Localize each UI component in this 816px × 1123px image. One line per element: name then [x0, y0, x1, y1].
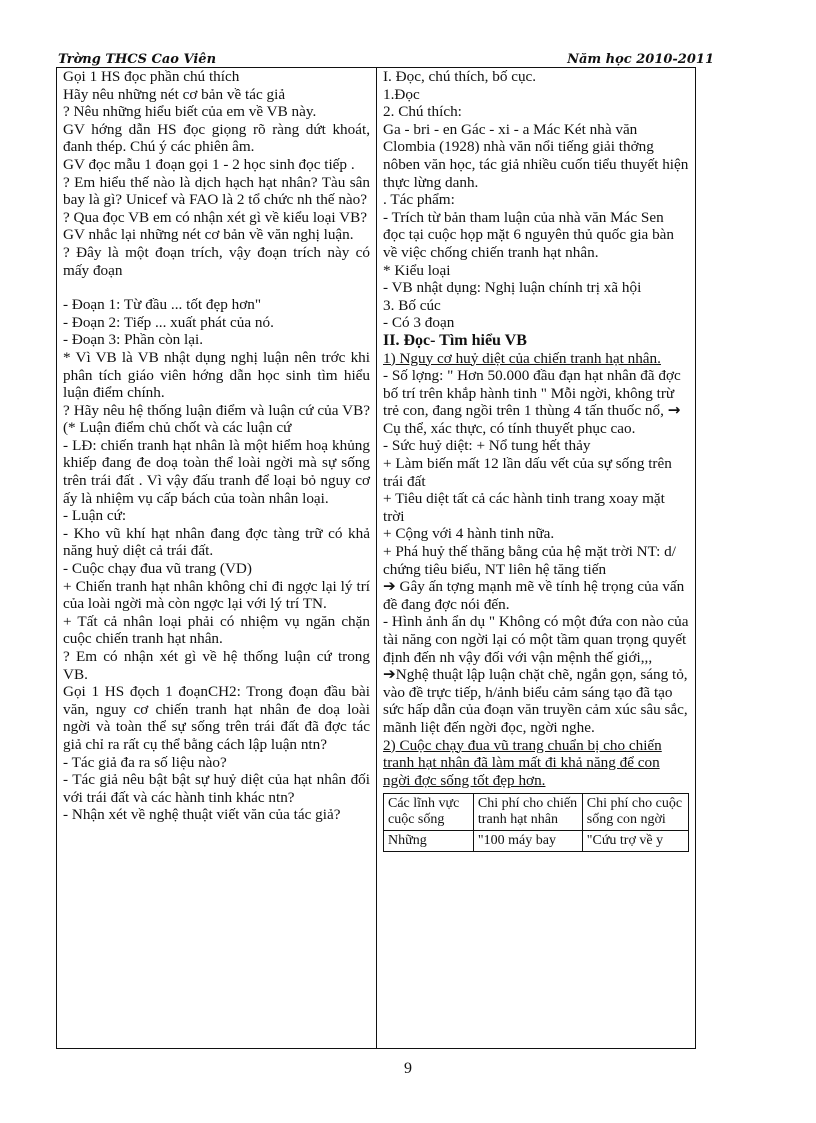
impression-text — [383, 578, 689, 613]
metaphor-text: - Hình ảnh ẩn dụ " Không có một đứa con nào của tài năng con ngời lại có một tầm quan trọng quyết định đến nh vậy đối với vận mệnh thế giới,,, — [383, 613, 689, 666]
left-line: + Chiến tranh hạt nhân không chỉ đi ngợc lại lý trí của loài ngời mà còn ngợc lại với lý trí TN. — [63, 577, 370, 613]
arrow-right-icon: → — [667, 401, 681, 420]
impression-text-body: Gây ấn tợng mạnh mẽ về tính hệ trọng của vấn đề đang đợc nói đến. — [383, 578, 685, 613]
left-line: GV đọc mẫu 1 đoạn gọi 1 - 2 học sinh đọc tiếp . — [63, 155, 355, 173]
page-number: 9 — [404, 1060, 412, 1077]
table-header-cell: Chi phí cho cuộc sống con ngời — [582, 794, 688, 831]
left-line: - Đoạn 3: Phần còn lại. — [63, 331, 204, 349]
work-label: . Tác phẩm: — [383, 191, 455, 209]
left-line: ? Nêu những hiểu biết của em về VB này. — [63, 103, 317, 121]
left-line: - Tác giả đa ra số liệu nào? — [63, 753, 227, 771]
power-item: + Phá huỷ thế thăng bằng của hệ mặt trời NT: d/ chứng tiêu biểu, NT liên hệ tăng tiến — [383, 543, 676, 578]
table-cell: Những — [384, 831, 474, 852]
bold-arrow-icon: ➔ — [383, 665, 396, 684]
school-header: Trờng THCS Cao Viên — [58, 52, 217, 67]
subsection-title: 2. Chú thích: — [383, 103, 462, 121]
quantity-text-tail: Cụ thể, xác thực, có tính thuyết phục cao. — [383, 419, 636, 437]
layout-label: 3. Bố cúc — [383, 296, 441, 314]
left-line: - Kho vũ khí hạt nhân đang đợc tàng trữ có khả năng huỷ diệt cả trái đất. — [63, 524, 370, 560]
section-title: I. Đọc, chú thích, bố cục. — [383, 68, 537, 85]
spacer — [63, 279, 370, 296]
left-line: - Nhận xét về nghệ thuật viết văn của tác giả? — [63, 806, 341, 824]
power-item: + Làm biến mất 12 lần dấu vết của sự sống trên trái đất — [383, 455, 672, 490]
quantity-text-body: - Số lợng: " Hơn 50.000 đầu đạn hạt nhân đã đợc bố trí trên khắp hành tinh " Mỗi ngời, không trừ trẻ con, đang ngồi trên 1 thùng 4 tấn thuốc nổ, — [383, 367, 681, 420]
table-header-cell: Các lĩnh vực cuộc sống — [384, 794, 474, 831]
subsection-1-title: 1) Nguy cơ huỷ diệt của chiến tranh hạt nhân. — [383, 349, 661, 367]
quantity-text — [383, 367, 689, 437]
section-title-2: II. Đọc- Tìm hiểu VB — [383, 331, 527, 349]
art-text — [383, 666, 689, 736]
power-item: - Sức huỷ diệt: + Nổ tung hết thảy — [383, 437, 591, 455]
left-line: ? Hãy nêu hệ thống luận điểm và luận cứ của VB? (* Luận điểm chủ chốt và các luận cứ — [63, 401, 370, 437]
teacher-activities-column — [57, 68, 377, 1048]
left-line: - Cuộc chạy đua vũ trang (VD) — [63, 560, 252, 578]
left-line: Hãy nêu những nét cơ bản về tác giả — [63, 85, 286, 103]
table-header-row — [384, 794, 689, 831]
power-item: + Tiêu diệt tất cả các hành tinh trang xoay mặt trời — [383, 490, 665, 525]
cost-comparison-table — [383, 793, 689, 852]
left-line: ? Qua đọc VB em có nhận xét gì về kiểu loại VB? — [63, 208, 367, 226]
content-column — [377, 68, 695, 1048]
school-year-header: Năm học 2010-2011 — [567, 52, 714, 67]
bold-arrow-icon: ➔ — [383, 577, 396, 596]
left-line: * Vì VB là VB nhật dụng nghị luận nên trớc khi phân tích giáo viên hớng dẫn học sinh tìm hiểu luận điểm chính. — [63, 348, 370, 402]
left-line: Gọi 1 HS đọch 1 đoạnCH2: Trong đoạn đầu bài văn, nguy cơ chiến tranh hạt nhân đe doạ loài ngời và toàn thể sự sống trên trái đất đã đợc tác giả chỉ ra rất cụ thể bằng cách lập luận ntn? — [63, 683, 370, 753]
left-line: GV nhắc lại những nét cơ bản về văn nghị luận. — [63, 226, 354, 244]
left-line: - Luận cứ: — [63, 507, 127, 525]
left-line: ? Đây là một đoạn trích, vậy đoạn trích này có mấy đoạn — [63, 243, 370, 279]
type-label: * Kiểu loại — [383, 261, 451, 279]
left-line: - Tác giả nêu bật bật sự huỷ diệt của hạt nhân đối với trái đất và các hành tinh khác ntn? — [63, 771, 370, 806]
author-text: Ga - bri - en Gác - xi - a Mác Két nhà văn Clombia (1928) nhà văn nổi tiếng giải thởng nôben văn học, tác giả nhiều cuốn tiểu thuyết hiện thực lừng danh. — [383, 120, 689, 191]
left-line: + Tất cả nhân loại phải có nhiệm vụ ngăn chặn cuộc chiến tranh hạt nhân. — [63, 612, 370, 648]
subsection-title: 1.Đọc — [383, 85, 420, 103]
left-line: - LĐ: chiến tranh hạt nhân là một hiểm hoạ khủng khiếp đang đe doạ toàn thể loài ngời mà sự sống trên trái đất . Vì vậy đấu tranh để loại bỏ nguy cơ ấy là nhiệm vụ cấp bách của toàn nhân loại. — [63, 436, 370, 507]
left-line: - Đoạn 1: Từ đầu ... tốt đẹp hơn" — [63, 296, 262, 314]
power-item: + Cộng với 4 hành tinh nữa. — [383, 525, 555, 543]
table-row — [384, 831, 689, 852]
work-text: - Trích từ bản tham luận của nhà văn Mác Sen đọc tại cuộc họp mặt 6 nguyên thủ quốc gia bàn về việc chống chiến tranh hạt nhân. — [383, 208, 675, 261]
table-cell: "100 máy bay — [473, 831, 582, 852]
lesson-table — [56, 67, 696, 1049]
left-line: Gọi 1 HS đọc phần chú thích — [63, 68, 240, 85]
left-line: ? Em hiểu thế nào là dịch hạch hạt nhân? Tàu sân bay là gì? Unicef và FAO là 2 tổ chức nh thế nào? — [63, 173, 370, 209]
layout-text: - Có 3 đoạn — [383, 314, 455, 332]
left-line: ? Em có nhận xét gì về hệ thống luận cứ trong VB. — [63, 648, 370, 683]
table-cell: "Cứu trợ về y — [582, 831, 688, 852]
art-text-body: Nghệ thuật lập luận chặt chẽ, ngắn gọn, sáng tỏ, vào đề trực tiếp, h/ảnh biểu cảm sáng tạo đã tạo sức hấp dẫn của đoạn văn truyền cảm xúc sâu sắc, mãnh liệt đến ngời đọc, ngời nghe. — [383, 666, 688, 736]
left-line: - Đoạn 2: Tiếp ... xuất phát của nó. — [63, 313, 274, 331]
subsection-2-title: 2) Cuộc chạy đua vũ trang chuẩn bị cho chiến tranh hạt nhân đã làm mất đi khả năng để con ngời đợc sống tốt đẹp hơn. — [383, 736, 662, 789]
table-header-cell: Chi phí cho chiến tranh hạt nhân — [473, 794, 582, 831]
left-line: GV hớng dẫn HS đọc giọng rõ ràng dứt khoát, đanh thép. Chú ý các phiên âm. — [63, 120, 370, 156]
type-text: - VB nhật dụng: Nghị luận chính trị xã hội — [383, 279, 642, 297]
